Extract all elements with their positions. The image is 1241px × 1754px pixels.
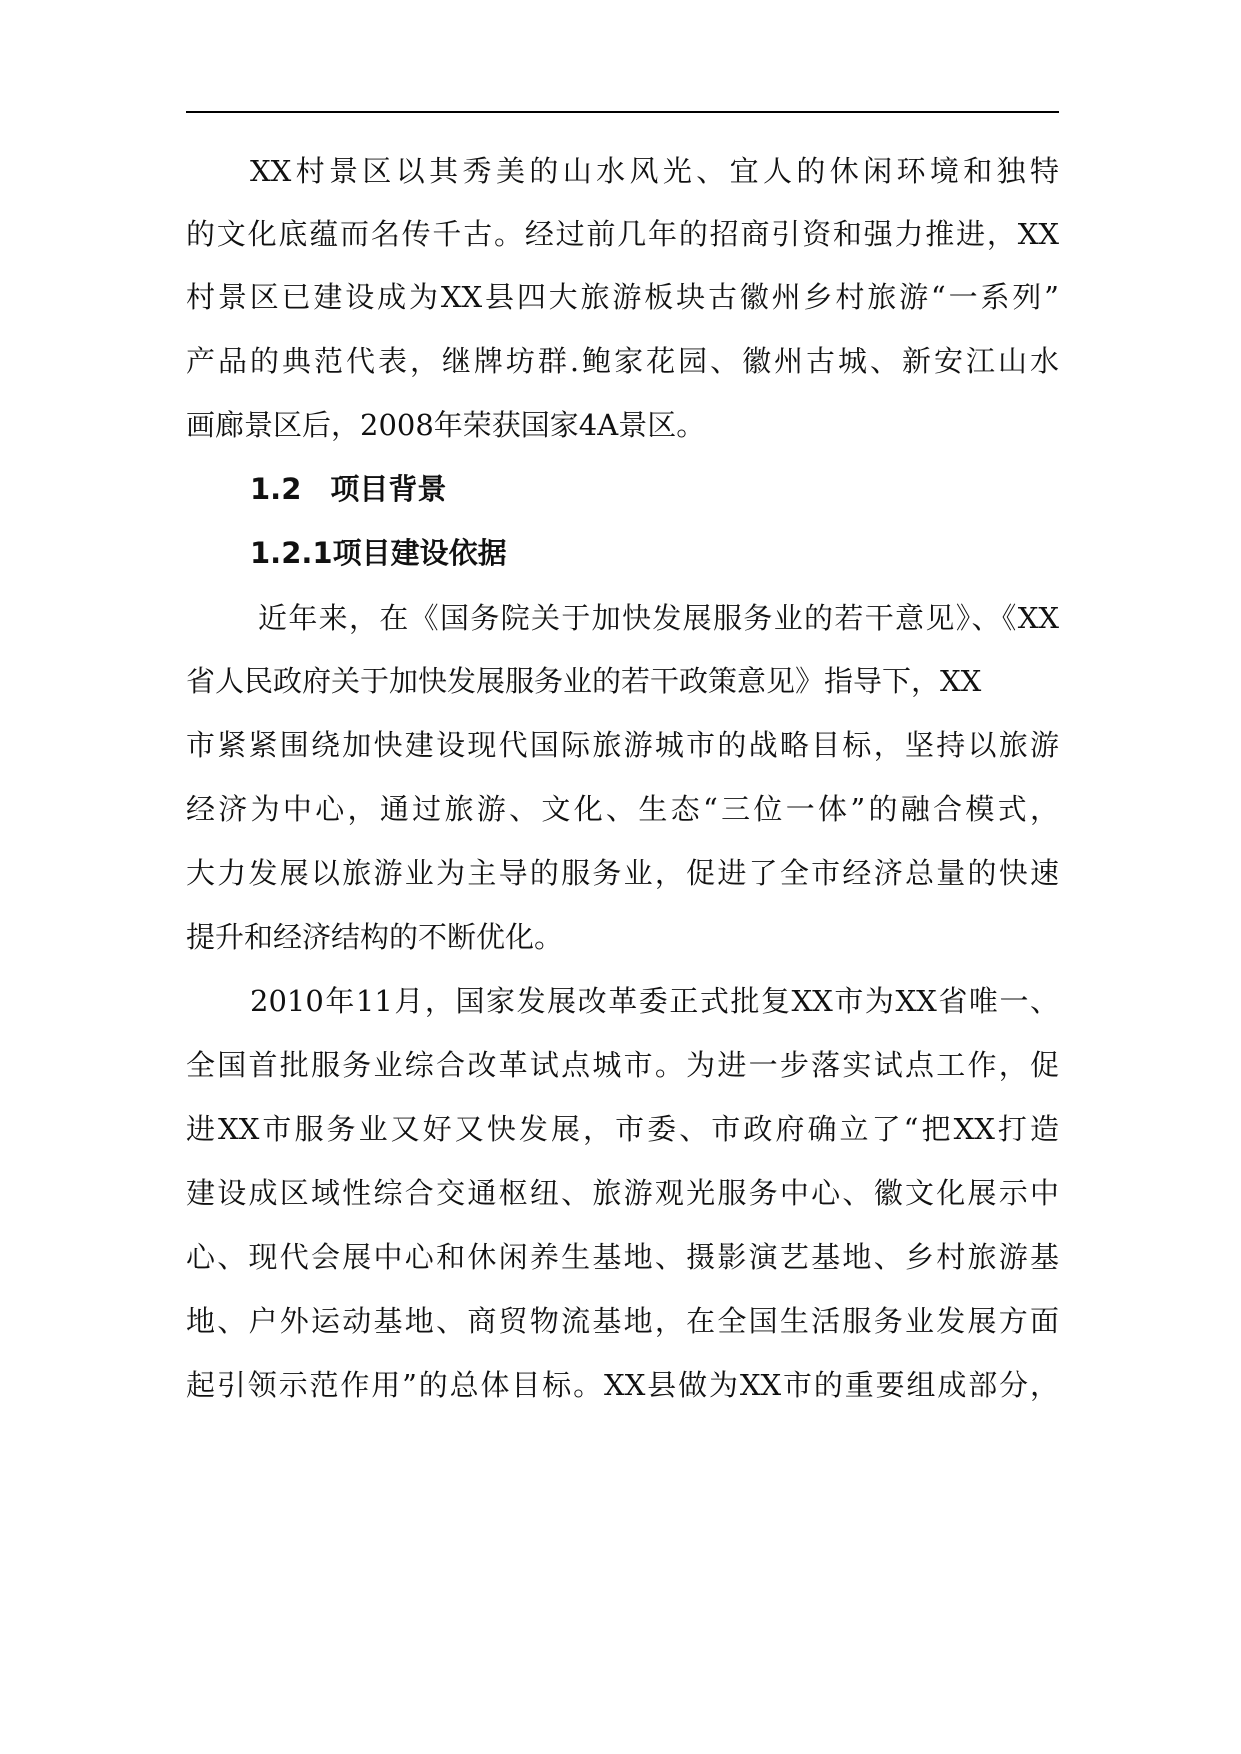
section-heading: 1.2 项目背景 [250, 472, 447, 506]
paragraph1-line-5: 画廊景区后，2008年荣获国家4A景区。 [186, 408, 706, 442]
paragraph2-line-6: 提升和经济结构的不断优化。 [186, 920, 564, 954]
paragraph3-line-2: 全国首批服务业综合改革试点城市。为进一步落实试点工作，促 [186, 1048, 1059, 1082]
paragraph1-line-1: XX村景区以其秀美的山水风光、宜人的休闲环境和独特 [250, 154, 1059, 188]
paragraph2-line-2: 省人民政府关于加快发展服务业的若干政策意见》指导下，XX [186, 664, 982, 698]
paragraph2-line-4: 经济为中心，通过旅游、文化、生态“三位一体”的融合模式， [186, 792, 1059, 826]
paragraph1-line-4: 产品的典范代表，继牌坊群.鲍家花园、徽州古城、新安江山水 [186, 344, 1059, 378]
paragraph3-line-3: 进XX市服务业又好又快发展，市委、市政府确立了“把XX打造 [186, 1112, 1059, 1146]
header-rule [186, 111, 1059, 113]
paragraph3-line-4: 建设成区域性综合交通枢纽、旅游观光服务中心、徽文化展示中 [186, 1176, 1059, 1210]
paragraph3-line-7: 起引领示范作用”的总体目标。XX县做为XX市的重要组成部分， [186, 1368, 1059, 1402]
paragraph3-line-1: 2010年11月，国家发展改革委正式批复XX市为XX省唯一、 [250, 984, 1059, 1018]
paragraph1-line-2: 的文化底蕴而名传千古。经过前几年的招商引资和强力推进，XX [186, 217, 1059, 251]
paragraph2-line-1: 近年来，在《国务院关于加快发展服务业的若干意见》、《XX [258, 601, 1059, 635]
paragraph3-line-5: 心、现代会展中心和休闲养生基地、摄影演艺基地、乡村旅游基 [186, 1240, 1059, 1274]
paragraph2-line-3: 市紧紧围绕加快建设现代国际旅游城市的战略目标，坚持以旅游 [186, 728, 1059, 762]
paragraph3-line-6: 地、户外运动基地、商贸物流基地，在全国生活服务业发展方面 [186, 1304, 1059, 1338]
paragraph1-line-3: 村景区已建设成为XX县四大旅游板块古徽州乡村旅游“一系列” [186, 280, 1059, 314]
subsection-heading: 1.2.1项目建设依据 [250, 536, 507, 570]
paragraph2-line-5: 大力发展以旅游业为主导的服务业，促进了全市经济总量的快速 [186, 856, 1059, 890]
